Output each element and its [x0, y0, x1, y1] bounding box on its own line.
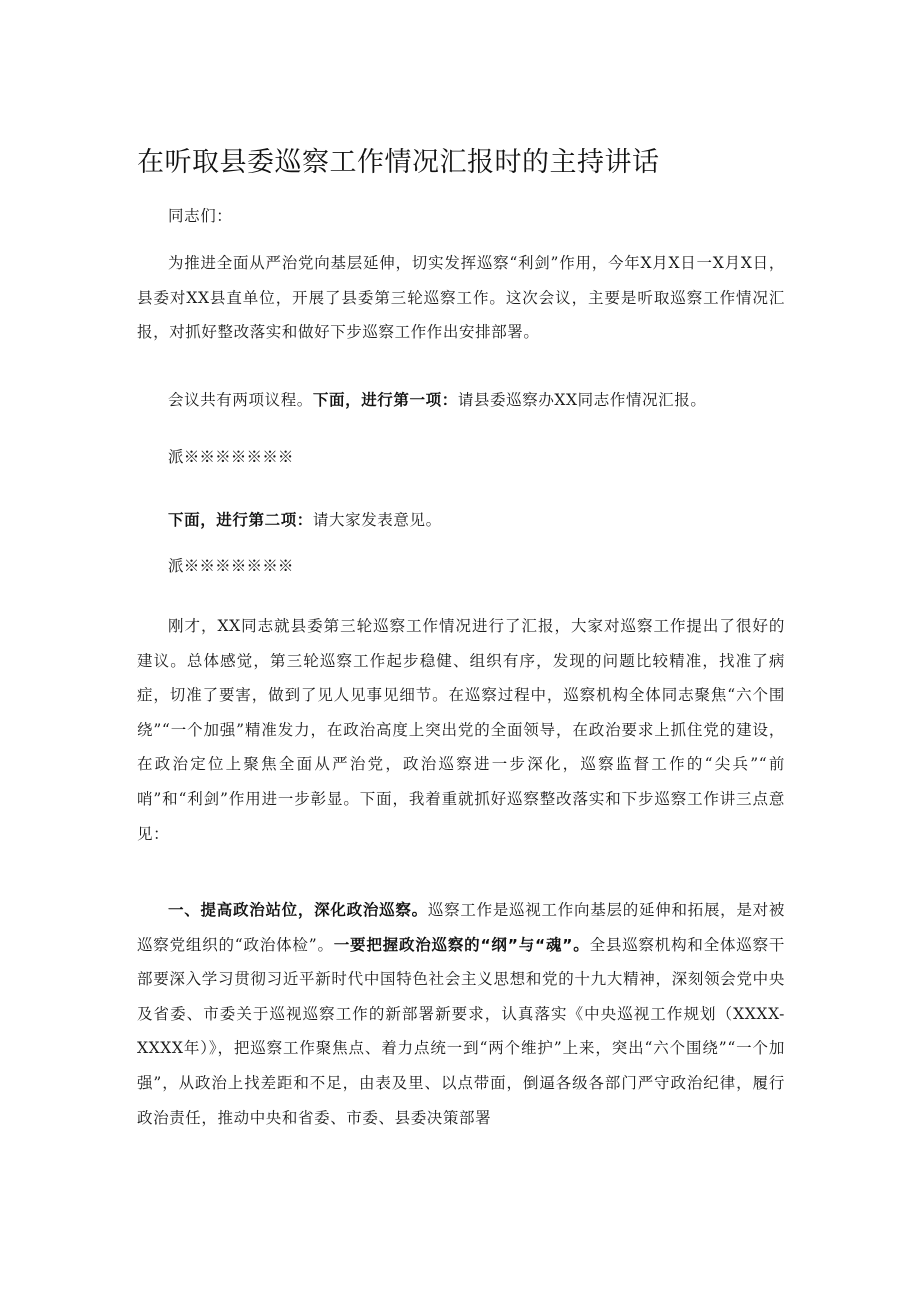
placeholder-mark-2: 派※※※※※※※ — [168, 557, 294, 575]
summary-paragraph: 刚才，XX同志就县委第三轮巡察工作情况进行了汇报，大家对巡察工作提出了很好的建议。总体感觉，第三轮巡察工作起步稳健、组织有序，发现的问题比较精准，找准了病症，切准了要害，做到了见人见事见细节。在巡察过程中，巡察机构全体同志聚焦“六个围绕”“一个加强”精准发力，在政治高度上突出党的全面领导，在政治要求上抓住党的建设，在政治定位上聚焦全面从严治党，政治巡察进一步深化，巡察监督工作的“尖兵”“前哨”和“利剑”作用进一步彰显。下面，我着重就抓好巡察整改落实和下步巡察工作讲三点意见： — [137, 617, 785, 843]
agenda-first-item-heading: 下面，进行第一项： — [312, 391, 458, 409]
agenda-lead: 会议共有两项议程。 — [168, 391, 313, 409]
second-item-heading: 下面，进行第二项： — [168, 511, 313, 529]
point-1-heading: 一、提高政治站位，深化政治巡察。 — [168, 901, 428, 919]
intro-paragraph: 为推进全面从严治党向基层延伸，切实发挥巡察“利剑”作用，今年X月X日一X月X日，县委对XX县直单位，开展了县委第三轮巡察工作。这次会议，主要是听取巡察工作情况汇报，对抓好整改落实和做好下步巡察工作作出安排部署。 — [137, 254, 785, 342]
point-1-text-2: 全县巡察机构和全体巡察干部要深入学习贯彻习近平新时代中国特色社会主义思想和党的十九大精神，深刻领会党中央及省委、市委关于巡视巡察工作的新部署新要求，认真落实《中央巡视工作规划（XXXX-XXXX年）》，把巡察工作聚焦点、着力点统一到“两个维护”上来，突出“六个围绕”“一个加强”，从政治上找差距和不足，由表及里、以点带面，倒逼各级各部门严守政治纪律，履行政治责任，推动中央和省委、市委、县委决策部署 — [137, 935, 785, 1127]
second-item-paragraph — [137, 503, 785, 538]
greeting: 同志们： — [168, 207, 233, 225]
placeholder-mark-1: 派※※※※※※※ — [168, 448, 294, 466]
agenda-first-item-text: 请县委巡察办XX同志作情况汇报。 — [457, 391, 707, 409]
point-1-paragraph — [137, 893, 785, 1135]
agenda-paragraph — [137, 383, 785, 418]
point-1-sub-heading: 一要把握政治巡察的“纲”与“魂”。 — [333, 935, 590, 954]
second-item-text: 请大家发表意见。 — [312, 511, 442, 529]
point-1-text-1: 巡察工作是巡视工作向基层的延伸和拓展，是对被巡察党组织的“政治体检”。 — [137, 901, 786, 954]
document-title: 在听取县委巡察工作情况汇报时的主持讲话 — [137, 147, 660, 178]
